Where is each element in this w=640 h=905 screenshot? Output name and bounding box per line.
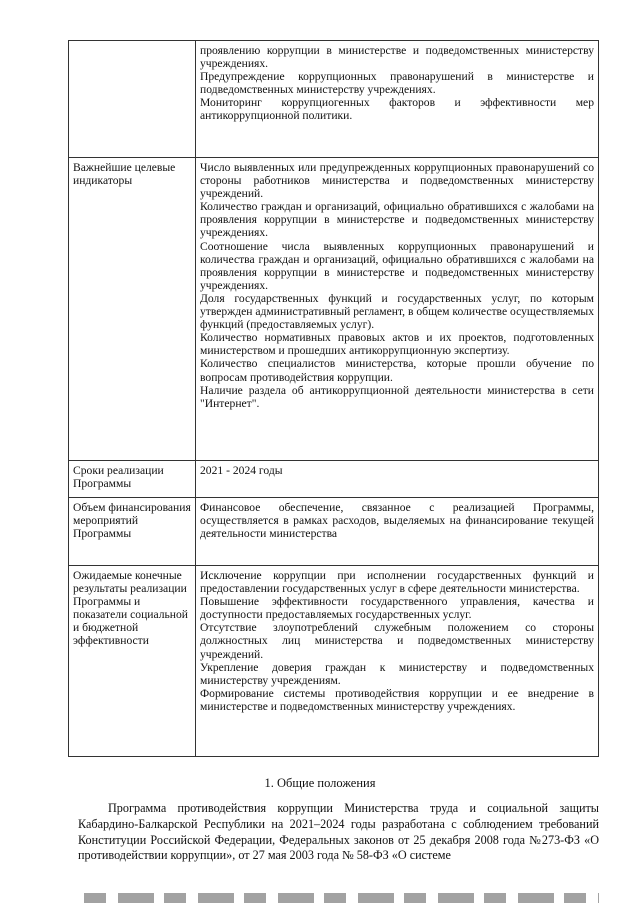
- content-line: Соотношение числа выявленных коррупционных правонарушений и количества граждан и организаций, официально обратившихся с жалобами на проявления коррупции в министерстве и подведомственных министерству учреждениях.: [200, 239, 594, 292]
- content-line: Отсутствие злоупотреблений служебным положением со стороны должностных лиц министерства и подведомственных министерству учреждений.: [200, 621, 594, 661]
- table-row: [69, 566, 599, 757]
- content-line: проявлению коррупции в министерстве и подведомственных министерству учреждениях.: [200, 44, 594, 71]
- content-line: Количество граждан и организаций, официально обратившихся с жалобами на проявления коррупции в министерстве и подведомственных министерству учреждениях.: [200, 200, 594, 240]
- body-paragraph: Программа противодействия коррупции Министерства труда и социальной защиты Кабардино-Балкарской Республики на 2021–2024 годы разработана с соблюдением требований Конституции Российской Федерации, Федеральных законов от 25 декабря 2008 года №273-ФЗ «О противодействии коррупции», от 27 мая 2003 года № 58-ФЗ «О системе: [78, 801, 599, 863]
- table-row: [69, 498, 599, 566]
- table-row: [69, 41, 599, 158]
- content-line: Предупреждение коррупционных правонарушений в министерстве и подведомственных министерству учреждениях.: [200, 70, 594, 97]
- content-line: Формирование системы противодействия коррупции и ее внедрение в министерстве и подведомственных министерству учреждениях.: [200, 686, 594, 713]
- table-row: [69, 461, 599, 498]
- table-row: [69, 158, 599, 461]
- row-label: Сроки реализации Программы: [69, 461, 196, 498]
- content-line: Повышение эффективности государственного управления, качества и доступности предоставляемых государственных услуг.: [200, 595, 594, 622]
- content-line: Число выявленных или предупрежденных коррупционных правонарушений со стороны работников министерства и подведомственных министерству учреждений.: [200, 161, 594, 201]
- row-label: Объем финансирования мероприятий Программы: [69, 498, 196, 566]
- row-content: [196, 41, 599, 158]
- program-passport-table: [68, 40, 599, 757]
- row-content: [196, 566, 599, 757]
- content-line: Исключение коррупции при исполнении государственных функций и предоставлении государственных услуг в сфере деятельности министерства.: [200, 569, 594, 596]
- content-line: Финансовое обеспечение, связанное с реализацией Программы, осуществляется в рамках расходов, выделяемых на финансирование текущей деятельности министерства: [200, 501, 594, 541]
- content-line: Количество специалистов министерства, которые прошли обучение по вопросам противодействия коррупции.: [200, 357, 594, 384]
- cut-off-next-line: [84, 893, 599, 903]
- section-title: 1. Общие положения: [264, 776, 376, 790]
- row-label: Важнейшие целевые индикаторы: [69, 158, 196, 461]
- content-line: Наличие раздела об антикоррупционной деятельности министерства в сети "Интернет".: [200, 383, 594, 410]
- row-content: [196, 158, 599, 461]
- row-label: Ожидаемые конечные результаты реализации Программы и показатели социальной и бюджетной эффективности: [69, 566, 196, 757]
- content-line: Количество нормативных правовых актов и их проектов, подготовленных министерством и прошедших антикоррупционную экспертизу.: [200, 331, 594, 358]
- content-line: Мониторинг коррупциогенных факторов и эффективности мер антикоррупционной политики.: [200, 96, 594, 123]
- content-line: Доля государственных функций и государственных услуг, по которым утвержден административный регламент, в общем количестве осуществляемых функций (предоставляемых услуг).: [200, 291, 594, 332]
- row-content: [196, 461, 599, 498]
- row-content: [196, 498, 599, 566]
- content-line: 2021 - 2024 годы: [200, 464, 283, 477]
- row-label: [69, 41, 196, 158]
- content-line: Укрепление доверия граждан к министерству и подведомственных министерству учреждениям.: [200, 660, 594, 687]
